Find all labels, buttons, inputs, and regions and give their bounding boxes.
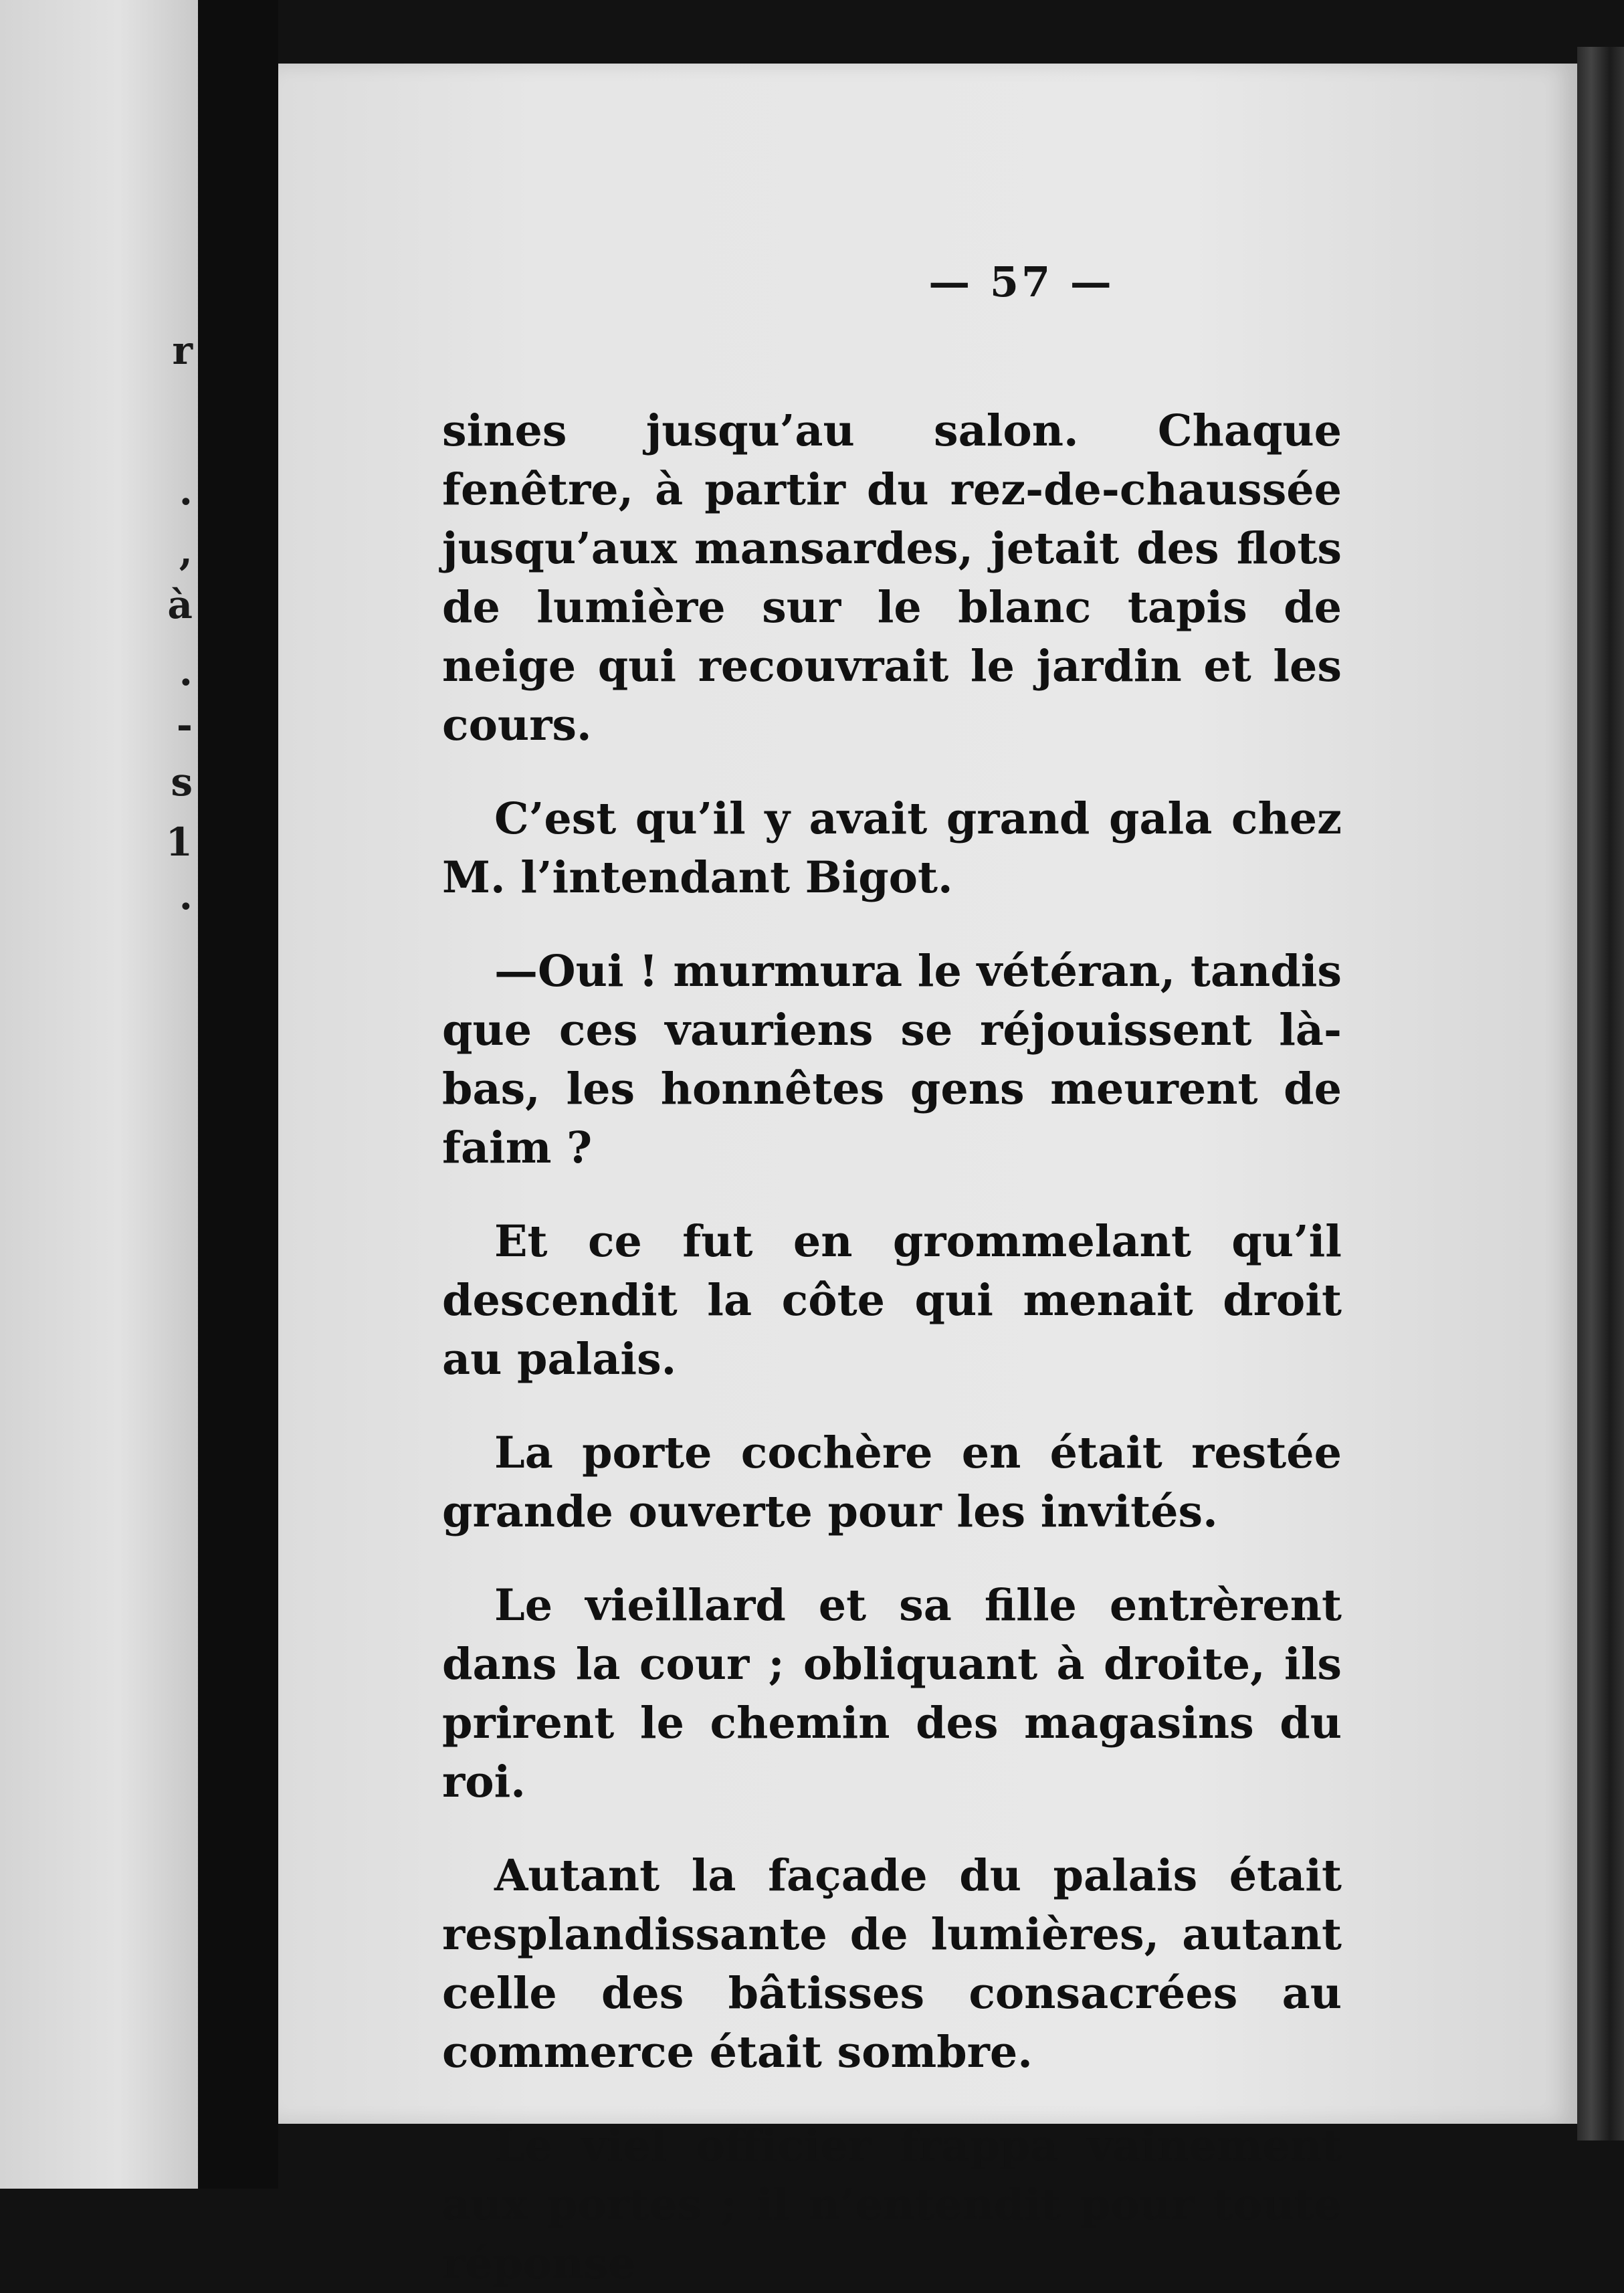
left-page-fragment: , (179, 528, 193, 574)
left-page-fragment: à (167, 582, 193, 627)
paragraph: Le vieillard et sa fille entrèrent dans la cour ; obliquant à droite, ils prirent le chemin des magasins du roi. (442, 1580, 1342, 1807)
page-body (442, 401, 1342, 2293)
left-page-fragment: r (172, 328, 193, 373)
left-page-fragment: . (179, 873, 193, 918)
paragraph: C’est qu’il y avait grand gala chez M. l’intendant Bigot. (442, 793, 1342, 903)
paragraph: Autant la façade du palais était resplandissante de lumières, autant celle des bâtisses consacrées au commerce était sombre. (442, 1850, 1342, 2078)
paragraph: Et ce fut en grommelant qu’il descendit la côte qui menait droit au palais. (442, 1216, 1342, 1385)
page-number: — 57 — (928, 258, 1114, 306)
paragraph: Le viel officier frappa vainement aux portes ; il n’entendit pour toute réponse (442, 2120, 1342, 2289)
left-page-fragment: 1 (165, 819, 193, 865)
book-gutter (198, 0, 278, 2189)
paragraph: —Oui ! murmura le vétéran, tandis que ces vauriens se réjouissent là-bas, les honnêtes gens meurent de faim ? (442, 946, 1342, 1173)
left-page-fragment: . (179, 468, 193, 514)
left-page-fragment: - (176, 702, 193, 748)
left-page-fragment: . (179, 649, 193, 694)
paragraph: La porte cochère en était restée grande ouverte pour les invités. (442, 1427, 1342, 1537)
left-page-edge (0, 0, 198, 2189)
left-page-fragment: s (171, 759, 193, 805)
page-stack-edge (1577, 47, 1624, 2140)
paragraph: sines jusqu’au salon. Chaque fenêtre, à partir du rez-de-chaussée jusqu’aux mansardes, jetait des flots de lumière sur le blanc tapis de neige qui recouvrait le jardin et les cours. (442, 405, 1342, 751)
right-page (278, 64, 1577, 2289)
